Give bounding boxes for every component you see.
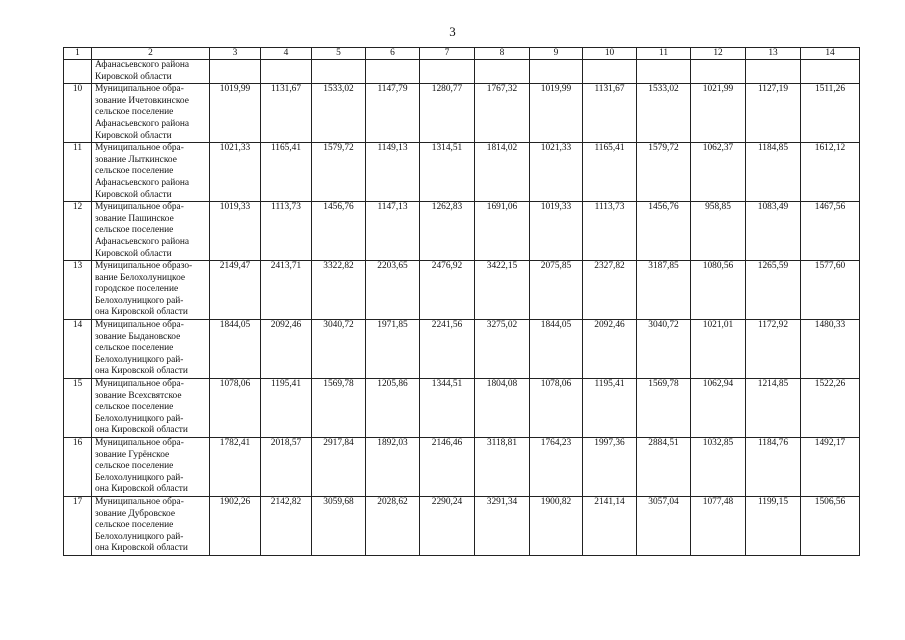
- name-line: Белохолуницкого рай-: [95, 295, 184, 306]
- table-row: [64, 379, 860, 438]
- column-header: 14: [801, 48, 860, 60]
- value-cell: 1172,92: [746, 320, 801, 379]
- name-line: зование Гурёнское: [95, 449, 170, 460]
- value-cell: 1467,56: [801, 202, 860, 261]
- value-cell: 1062,94: [691, 379, 746, 438]
- value-cell: 1533,02: [637, 84, 691, 143]
- table-row: [64, 496, 860, 555]
- value-cell: 1019,33: [210, 202, 261, 261]
- value-cell: 1344,51: [420, 379, 475, 438]
- name-line: зование Лыткинское: [95, 154, 177, 165]
- value-cell: 1691,06: [475, 202, 530, 261]
- name-line: сельское поселение: [95, 166, 174, 177]
- value-cell: 1149,13: [366, 143, 420, 202]
- value-cell: 1522,26: [801, 379, 860, 438]
- value-cell: [637, 60, 691, 84]
- value-cell: [261, 60, 312, 84]
- value-cell: 1579,72: [312, 143, 366, 202]
- name-line: городское поселение: [95, 284, 179, 295]
- name-line: вание Белохолуницкое: [95, 272, 186, 283]
- name-line: она Кировской области: [95, 425, 188, 436]
- value-cell: 1577,60: [801, 261, 860, 320]
- value-cell: 1083,49: [746, 202, 801, 261]
- name-line: Кировской области: [95, 248, 172, 259]
- municipality-name-cell: [92, 261, 210, 320]
- value-cell: 1900,82: [530, 496, 583, 555]
- value-cell: 1892,03: [366, 438, 420, 497]
- name-line: Муниципальное обра-: [95, 320, 184, 331]
- table-row: [64, 143, 860, 202]
- value-cell: 1195,41: [261, 379, 312, 438]
- value-cell: 2413,71: [261, 261, 312, 320]
- value-cell: 1506,56: [801, 496, 860, 555]
- value-cell: 1199,15: [746, 496, 801, 555]
- value-cell: 1997,36: [583, 438, 637, 497]
- municipality-name-cell: [92, 496, 210, 555]
- value-cell: 2327,82: [583, 261, 637, 320]
- value-cell: 1533,02: [312, 84, 366, 143]
- column-header: 8: [475, 48, 530, 60]
- value-cell: 1131,67: [261, 84, 312, 143]
- column-header: 9: [530, 48, 583, 60]
- row-number-cell: 11: [64, 143, 92, 202]
- value-cell: 2146,46: [420, 438, 475, 497]
- value-cell: 1019,99: [530, 84, 583, 143]
- name-line: Белохолуницкого рай-: [95, 472, 184, 483]
- row-number-cell: 15: [64, 379, 92, 438]
- name-line: Муниципальное обра-: [95, 496, 184, 507]
- value-cell: 2092,46: [583, 320, 637, 379]
- column-header: 10: [583, 48, 637, 60]
- name-line: Муниципальное обра-: [95, 84, 184, 95]
- column-header: 12: [691, 48, 746, 60]
- name-line: сельское поселение: [95, 520, 174, 531]
- value-cell: 3291,34: [475, 496, 530, 555]
- table-row: [64, 438, 860, 497]
- value-cell: [210, 60, 261, 84]
- value-cell: [312, 60, 366, 84]
- municipality-name-cell: [92, 60, 210, 84]
- value-cell: 1019,33: [530, 202, 583, 261]
- value-cell: 1612,12: [801, 143, 860, 202]
- value-cell: 1314,51: [420, 143, 475, 202]
- value-cell: 1569,78: [312, 379, 366, 438]
- value-cell: 3187,85: [637, 261, 691, 320]
- value-cell: 1764,23: [530, 438, 583, 497]
- value-cell: 1113,73: [261, 202, 312, 261]
- name-line: зование Всехсвятское: [95, 390, 182, 401]
- value-cell: 1019,99: [210, 84, 261, 143]
- value-cell: 2028,62: [366, 496, 420, 555]
- name-line: Кировской области: [95, 130, 172, 141]
- name-line: Муниципальное обра-: [95, 379, 184, 390]
- value-cell: 1767,32: [475, 84, 530, 143]
- value-cell: 3118,81: [475, 438, 530, 497]
- value-cell: 1262,83: [420, 202, 475, 261]
- name-line: Афанасьевского района: [95, 60, 190, 70]
- name-line: она Кировской области: [95, 366, 188, 377]
- value-cell: 1062,37: [691, 143, 746, 202]
- column-header: 5: [312, 48, 366, 60]
- name-line: Кировской области: [95, 189, 172, 200]
- value-cell: [530, 60, 583, 84]
- column-header: 6: [366, 48, 420, 60]
- value-cell: 1165,41: [261, 143, 312, 202]
- value-cell: 1511,26: [801, 84, 860, 143]
- value-cell: 2203,65: [366, 261, 420, 320]
- value-cell: 2884,51: [637, 438, 691, 497]
- row-number-cell: [64, 60, 92, 84]
- value-cell: 1579,72: [637, 143, 691, 202]
- value-cell: 1902,26: [210, 496, 261, 555]
- name-line: сельское поселение: [95, 402, 174, 413]
- name-line: Белохолуницкого рай-: [95, 413, 184, 424]
- value-cell: 1480,33: [801, 320, 860, 379]
- row-number-cell: 14: [64, 320, 92, 379]
- table-row: [64, 84, 860, 143]
- value-cell: 3040,72: [637, 320, 691, 379]
- value-cell: 2075,85: [530, 261, 583, 320]
- value-cell: 1147,13: [366, 202, 420, 261]
- value-cell: 1265,59: [746, 261, 801, 320]
- value-cell: [746, 60, 801, 84]
- column-header: 4: [261, 48, 312, 60]
- municipality-name-cell: [92, 202, 210, 261]
- name-line: Афанасьевского района: [95, 118, 190, 129]
- value-cell: 1195,41: [583, 379, 637, 438]
- name-line: Муниципальное образо-: [95, 261, 193, 272]
- name-line: Муниципальное обра-: [95, 202, 184, 213]
- value-cell: 2018,57: [261, 438, 312, 497]
- value-cell: [366, 60, 420, 84]
- name-line: сельское поселение: [95, 343, 174, 354]
- value-cell: 1131,67: [583, 84, 637, 143]
- value-cell: 1205,86: [366, 379, 420, 438]
- column-header: 7: [420, 48, 475, 60]
- value-cell: 1113,73: [583, 202, 637, 261]
- value-cell: 2142,82: [261, 496, 312, 555]
- municipality-name-cell: [92, 143, 210, 202]
- value-cell: 1782,41: [210, 438, 261, 497]
- value-cell: 3057,04: [637, 496, 691, 555]
- name-line: зование Дубровское: [95, 508, 176, 519]
- value-cell: 1456,76: [312, 202, 366, 261]
- name-line: сельское поселение: [95, 107, 174, 118]
- value-cell: 3040,72: [312, 320, 366, 379]
- value-cell: 1804,08: [475, 379, 530, 438]
- value-cell: 1021,01: [691, 320, 746, 379]
- value-cell: 1184,85: [746, 143, 801, 202]
- municipality-name-cell: [92, 320, 210, 379]
- name-line: зование Быдановское: [95, 331, 181, 342]
- table-row: [64, 261, 860, 320]
- column-header: 11: [637, 48, 691, 60]
- municipality-name-cell: [92, 84, 210, 143]
- value-cell: 1078,06: [210, 379, 261, 438]
- value-cell: 1456,76: [637, 202, 691, 261]
- name-line: Белохолуницкого рай-: [95, 531, 184, 542]
- name-line: она Кировской области: [95, 543, 188, 554]
- value-cell: [475, 60, 530, 84]
- name-line: зование Ичетовкинское: [95, 95, 189, 106]
- name-line: Муниципальное обра-: [95, 438, 184, 448]
- value-cell: 1814,02: [475, 143, 530, 202]
- value-cell: 3275,02: [475, 320, 530, 379]
- header-row: [64, 48, 860, 60]
- row-number-cell: 12: [64, 202, 92, 261]
- continuation-row: [64, 60, 860, 84]
- municipality-name-cell: [92, 379, 210, 438]
- column-header: 2: [92, 48, 210, 60]
- value-cell: 1492,17: [801, 438, 860, 497]
- table-row: [64, 202, 860, 261]
- name-line: Муниципальное обра-: [95, 143, 184, 154]
- value-cell: [583, 60, 637, 84]
- value-cell: 1280,77: [420, 84, 475, 143]
- page-number: 3: [449, 24, 456, 39]
- municipality-name-cell: [92, 438, 210, 497]
- name-line: зование Пашинское: [95, 213, 174, 224]
- value-cell: 1214,85: [746, 379, 801, 438]
- name-line: сельское поселение: [95, 225, 174, 236]
- value-cell: 2241,56: [420, 320, 475, 379]
- table-row: [64, 320, 860, 379]
- value-cell: 3322,82: [312, 261, 366, 320]
- row-number-cell: 16: [64, 438, 92, 497]
- value-cell: 1147,79: [366, 84, 420, 143]
- value-cell: 1127,19: [746, 84, 801, 143]
- value-cell: [420, 60, 475, 84]
- value-cell: 2917,84: [312, 438, 366, 497]
- name-line: сельское поселение: [95, 461, 174, 472]
- name-line: она Кировской области: [95, 484, 188, 495]
- value-cell: [691, 60, 746, 84]
- row-number-cell: 17: [64, 496, 92, 555]
- column-header: 13: [746, 48, 801, 60]
- value-cell: 1569,78: [637, 379, 691, 438]
- value-cell: 1032,85: [691, 438, 746, 497]
- row-number-cell: 13: [64, 261, 92, 320]
- value-cell: 1844,05: [530, 320, 583, 379]
- value-cell: 2149,47: [210, 261, 261, 320]
- value-cell: 1184,76: [746, 438, 801, 497]
- value-cell: 3422,15: [475, 261, 530, 320]
- data-table: [63, 47, 860, 556]
- value-cell: 2141,14: [583, 496, 637, 555]
- value-cell: 1165,41: [583, 143, 637, 202]
- value-cell: 2290,24: [420, 496, 475, 555]
- value-cell: [801, 60, 860, 84]
- name-line: Афанасьевского района: [95, 177, 190, 188]
- value-cell: 1844,05: [210, 320, 261, 379]
- value-cell: 1971,85: [366, 320, 420, 379]
- column-header: 1: [64, 48, 92, 60]
- value-cell: 1021,99: [691, 84, 746, 143]
- value-cell: 1078,06: [530, 379, 583, 438]
- row-number-cell: 10: [64, 84, 92, 143]
- name-line: она Кировской области: [95, 307, 188, 318]
- value-cell: 2092,46: [261, 320, 312, 379]
- column-header: 3: [210, 48, 261, 60]
- value-cell: 1021,33: [530, 143, 583, 202]
- value-cell: 1080,56: [691, 261, 746, 320]
- name-line: Кировской области: [95, 71, 172, 82]
- value-cell: 2476,92: [420, 261, 475, 320]
- name-line: Афанасьевского района: [95, 236, 190, 247]
- value-cell: 1021,33: [210, 143, 261, 202]
- value-cell: 3059,68: [312, 496, 366, 555]
- value-cell: 958,85: [691, 202, 746, 261]
- value-cell: 1077,48: [691, 496, 746, 555]
- name-line: Белохолуницкого рай-: [95, 354, 184, 365]
